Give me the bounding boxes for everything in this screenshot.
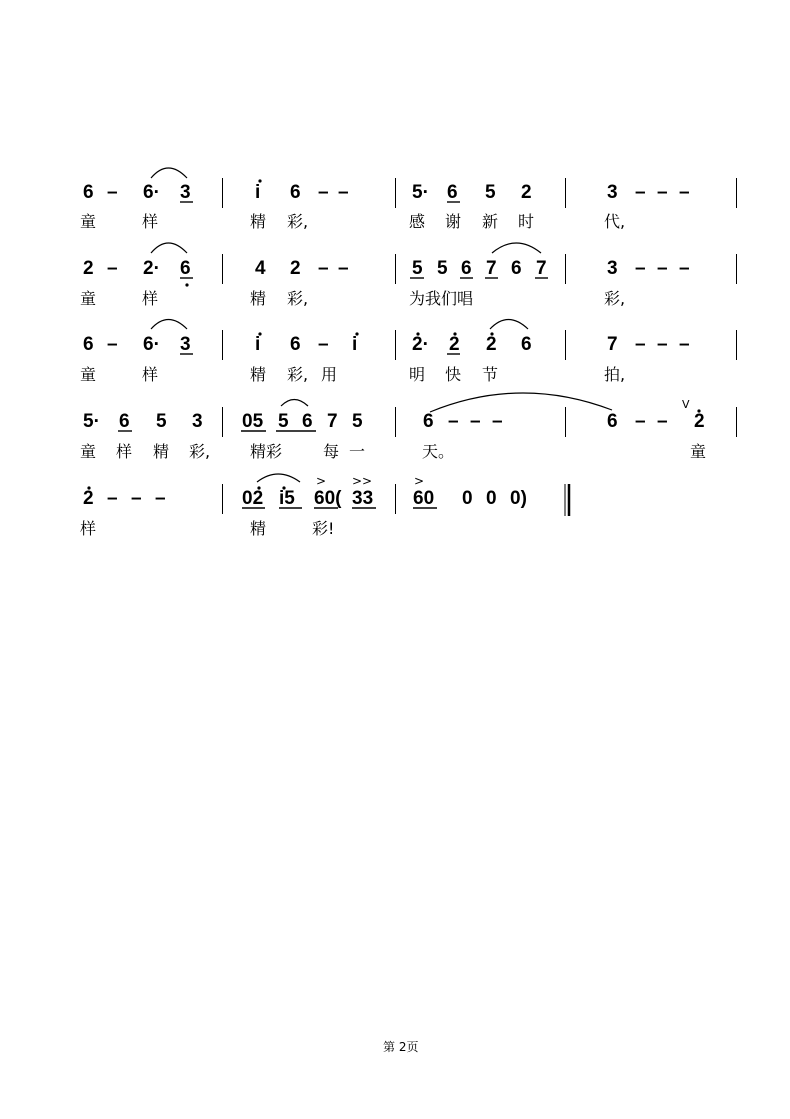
note: – [338, 182, 349, 203]
note: 6 [423, 411, 434, 432]
note: 5 [352, 411, 363, 432]
note: 5 [278, 411, 289, 432]
lyric: 样 [142, 365, 159, 384]
lyric: 用 [321, 365, 338, 384]
slur [492, 243, 541, 253]
note: 5 [437, 258, 448, 279]
barline [565, 330, 566, 360]
note: 5· [83, 411, 100, 432]
slur [151, 320, 187, 330]
slur [151, 243, 187, 253]
lyric: 天。 [422, 442, 455, 461]
note: 3 [607, 182, 618, 203]
note: – [318, 334, 329, 355]
lyric: 一 [349, 442, 366, 461]
note: 2 [694, 411, 705, 432]
note: 6· [143, 334, 160, 355]
note: 6 [119, 411, 130, 432]
note: 6· [143, 182, 160, 203]
note: 6 [511, 258, 522, 279]
note: – [107, 334, 118, 355]
note: 7 [327, 411, 338, 432]
note: 7 [486, 258, 497, 279]
note: 6 [180, 258, 191, 279]
note: 3 [180, 182, 191, 203]
page-number: 第 2页 [383, 1040, 419, 1054]
barline [395, 178, 396, 208]
lyric: 谢 [445, 212, 462, 231]
note: 2 [290, 258, 301, 279]
note: – [657, 258, 668, 279]
note: 2 [521, 182, 532, 203]
lyric: 精 [153, 442, 170, 461]
note: – [635, 182, 646, 203]
note: – [107, 182, 118, 203]
note: – [107, 258, 118, 279]
note: 0 [462, 488, 473, 509]
note: 2 [486, 334, 497, 355]
lyric: 样 [116, 442, 133, 461]
note: 5 [485, 182, 496, 203]
note: 7 [536, 258, 547, 279]
note: 6 [290, 182, 301, 203]
note: 3 [192, 411, 203, 432]
lyric: 感 [409, 212, 426, 231]
barline [565, 178, 566, 208]
note: – [657, 182, 668, 203]
lyric: 精彩 [250, 442, 283, 461]
note: 5 [412, 258, 423, 279]
note: 3 [180, 334, 191, 355]
note: – [679, 182, 690, 203]
lyric: 样 [80, 519, 97, 538]
note: – [657, 334, 668, 355]
slur [151, 168, 187, 178]
barline [736, 254, 737, 284]
note: – [155, 488, 166, 509]
note: 6 [607, 411, 618, 432]
barline [565, 407, 566, 437]
slur [257, 474, 300, 482]
note: – [318, 258, 329, 279]
lyric: 彩, [287, 289, 309, 308]
note: 3 [607, 258, 618, 279]
note: – [635, 411, 646, 432]
lyric: 样 [142, 289, 159, 308]
note: i [255, 334, 261, 355]
note: 05 [242, 411, 264, 432]
note: – [679, 258, 690, 279]
lyric: 童 [80, 365, 97, 384]
note: 6 [302, 411, 313, 432]
note: 4 [255, 258, 266, 279]
lyric: 精 [250, 212, 267, 231]
note: 6 [290, 334, 301, 355]
barline [395, 254, 396, 284]
barline [395, 330, 396, 360]
barline [222, 330, 223, 360]
lyric: 精 [250, 365, 267, 384]
note: i5 [279, 488, 295, 509]
accent-mark: > [316, 474, 327, 488]
note: – [492, 411, 503, 432]
note: 6 [83, 182, 94, 203]
barline [736, 407, 737, 437]
accent-mark: >> [352, 474, 373, 488]
lyric: 精 [250, 519, 267, 538]
lyric: 时 [518, 212, 535, 231]
lyric: 明 [409, 365, 426, 384]
note: – [131, 488, 142, 509]
note: 2 [83, 258, 94, 279]
note: – [318, 182, 329, 203]
note: i [352, 334, 358, 355]
barline [222, 254, 223, 284]
note: – [635, 334, 646, 355]
note: – [679, 334, 690, 355]
note: 6 [447, 182, 458, 203]
note: 2· [143, 258, 160, 279]
lyric: 童 [80, 212, 97, 231]
note: – [107, 488, 118, 509]
note: – [470, 411, 481, 432]
lyric: 童 [80, 442, 97, 461]
slur [281, 400, 308, 407]
barline [395, 407, 396, 437]
note: – [338, 258, 349, 279]
note: 60( [314, 488, 342, 509]
barline [736, 330, 737, 360]
barline [222, 178, 223, 208]
lyric: 代, [604, 212, 626, 231]
lyric: 样 [142, 212, 159, 231]
lyric: 彩, [287, 212, 309, 231]
lyric: 快 [445, 365, 462, 384]
lyric: 每 [323, 442, 340, 461]
lyric: 为我们唱 [409, 289, 474, 308]
note: 60 [413, 488, 435, 509]
lyric: 彩, [604, 289, 626, 308]
barline [736, 178, 737, 208]
note: 6 [83, 334, 94, 355]
barline [395, 484, 396, 514]
note: 0 [486, 488, 497, 509]
lyric: 彩, [287, 365, 309, 384]
lyric: 节 [482, 365, 499, 384]
barline [222, 484, 223, 514]
lyric: 童 [690, 442, 707, 461]
lyric: 童 [80, 289, 97, 308]
note: 0) [510, 488, 527, 509]
underlines [118, 202, 548, 508]
note: 2· [412, 334, 429, 355]
lyric: 彩! [312, 519, 335, 538]
note: 5· [412, 182, 429, 203]
slur [490, 320, 528, 330]
lyric: 新 [482, 212, 499, 231]
note: 6 [461, 258, 472, 279]
note: 2 [449, 334, 460, 355]
lyric: 拍, [604, 365, 626, 384]
note: 02 [242, 488, 264, 509]
barline [565, 254, 566, 284]
note: – [448, 411, 459, 432]
note: 5 [156, 411, 167, 432]
note: 6 [521, 334, 532, 355]
note: i [255, 182, 261, 203]
accent-mark: > [414, 474, 425, 488]
barline [222, 407, 223, 437]
tie [430, 393, 612, 412]
breath-mark: V [682, 398, 690, 411]
note: – [657, 411, 668, 432]
note: 2 [83, 488, 94, 509]
lyric: 彩, [189, 442, 211, 461]
note: 7 [607, 334, 618, 355]
note: – [635, 258, 646, 279]
lyric: 精 [250, 289, 267, 308]
note: 33 [352, 488, 374, 509]
